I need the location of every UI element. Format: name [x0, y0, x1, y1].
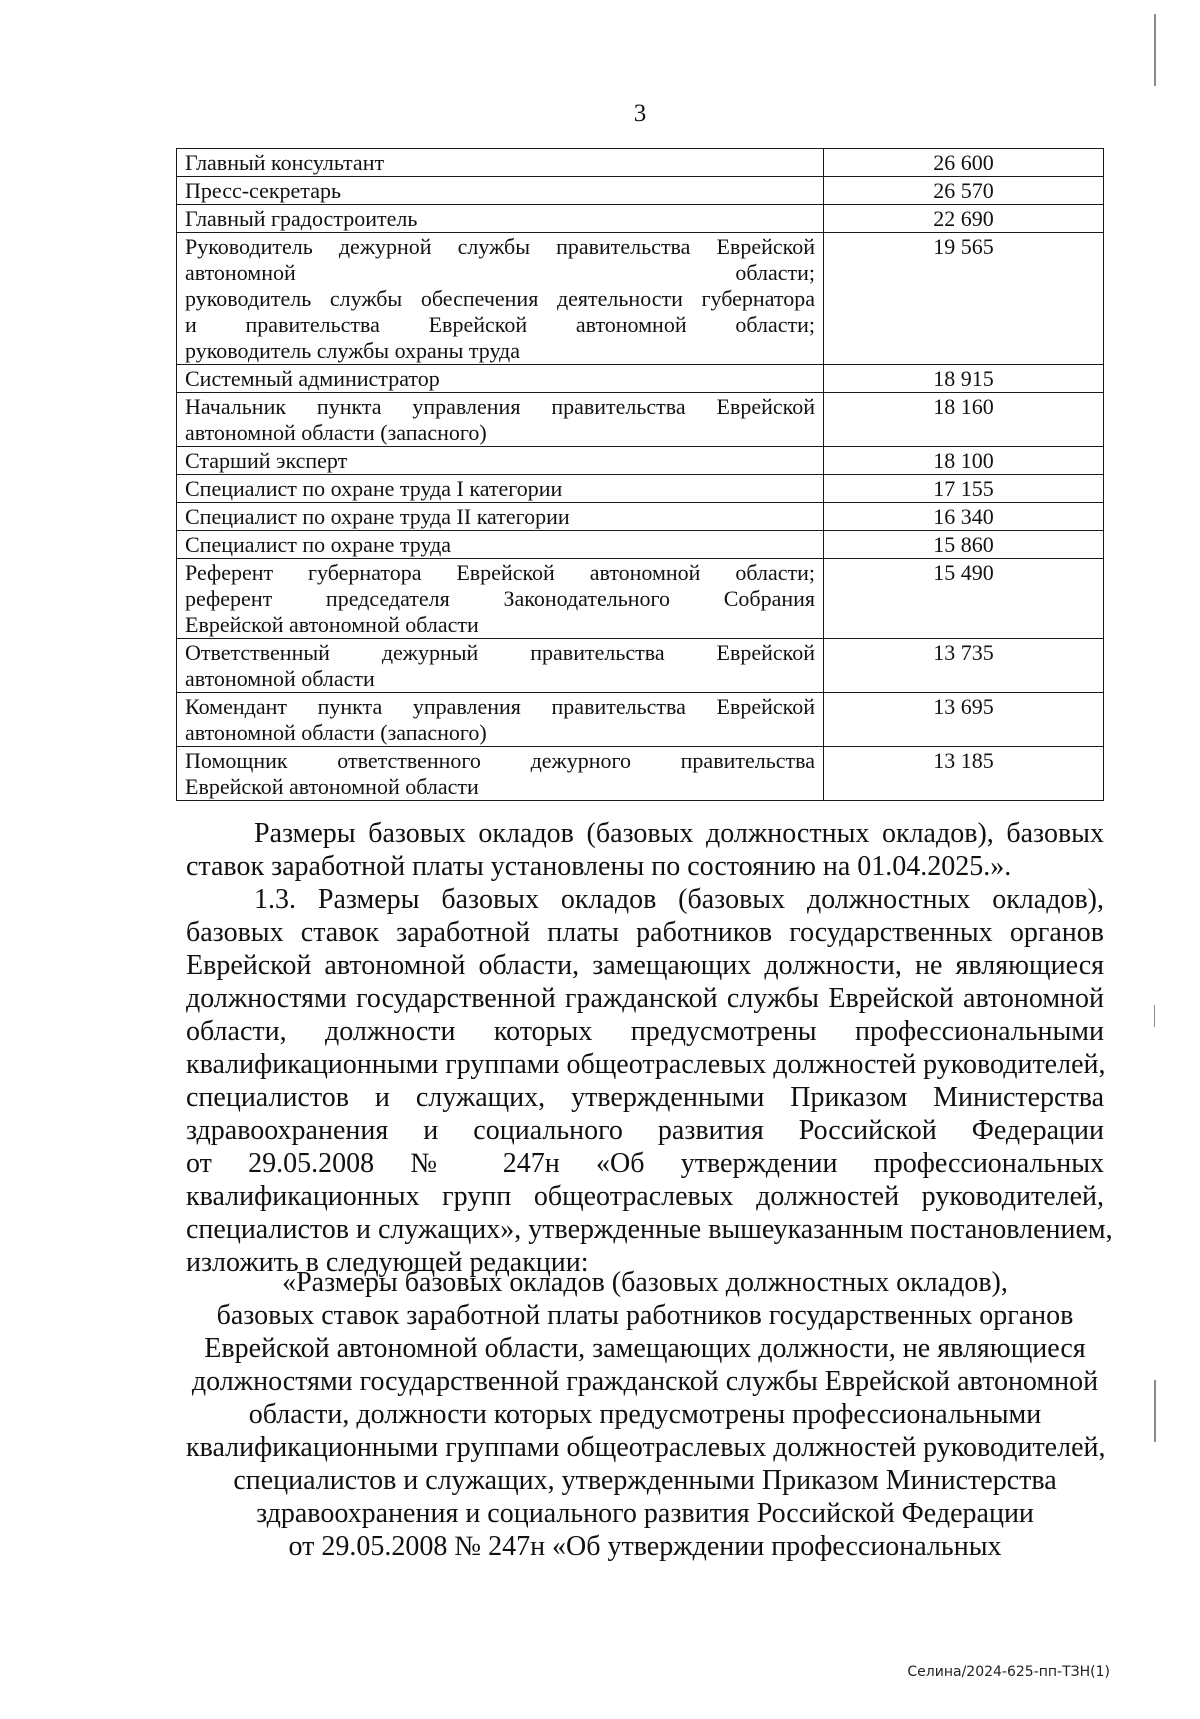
position-cell — [177, 365, 824, 393]
position-text: Главный консультант — [185, 150, 385, 175]
position-cell — [177, 639, 824, 693]
position-cell — [177, 503, 824, 531]
clause-1-3-paragraph — [186, 883, 1113, 1279]
position-text: Комендант пункта управления правительства Еврейской — [185, 694, 815, 719]
salary-cell: 26 600 — [824, 149, 1104, 177]
salary-cell: 26 570 — [824, 177, 1104, 205]
heading-line: от 29.05.2008 № 247н «Об утверждении профессиональных — [288, 1531, 1002, 1562]
text-line: области, должности которых предусмотрены профессиональными — [186, 1016, 1104, 1047]
text-line: Размеры базовых окладов (базовых должностных окладов), базовых — [254, 818, 1104, 849]
position-cell — [177, 475, 824, 503]
position-text: автономной области — [185, 666, 375, 691]
text-line: изложить в следующей редакции: — [186, 1247, 589, 1278]
scan-artifact-line — [1154, 1380, 1156, 1442]
salary-cell: 18 100 — [824, 447, 1104, 475]
document-code: Селина/2024-625-пп-ТЗН(1) — [907, 1664, 1110, 1680]
page-number: 3 — [633, 100, 647, 127]
table-row — [177, 149, 1104, 177]
table-row — [177, 693, 1104, 747]
position-text: Референт губернатора Еврейской автономной области; — [185, 560, 815, 585]
position-cell — [177, 531, 824, 559]
text-line: специалистов и служащих, утвержденными Приказом Министерства — [186, 1082, 1104, 1113]
position-text: Помощник ответственного дежурного правительства — [185, 748, 815, 773]
salary-cell: 19 565 — [824, 233, 1104, 365]
heading-line: области, должности которых предусмотрены профессиональными — [248, 1399, 1042, 1430]
heading-line: «Размеры базовых окладов (базовых должностных окладов), — [282, 1267, 1008, 1298]
heading-line: базовых ставок заработной платы работников государственных органов — [216, 1300, 1074, 1331]
text-line: квалификационных групп общеотраслевых должностей руководителей, — [186, 1181, 1104, 1212]
table-row — [177, 365, 1104, 393]
table-row — [177, 233, 1104, 365]
position-text: и правительства Еврейской автономной области; — [185, 312, 815, 337]
heading-line: Еврейской автономной области, замещающих должности, не являющиеся — [204, 1333, 1086, 1364]
heading-line: должностями государственной гражданской службы Еврейской автономной — [191, 1366, 1099, 1397]
scan-artifact-line — [1154, 1005, 1155, 1027]
position-text: руководитель службы охраны труда — [185, 338, 521, 363]
heading-line: здравоохранения и социального развития Российской Федерации — [256, 1498, 1034, 1529]
salary-cell: 17 155 — [824, 475, 1104, 503]
position-text: Системный администратор — [185, 366, 440, 391]
table-row — [177, 393, 1104, 447]
position-text: Ответственный дежурный правительства Еврейской — [185, 640, 815, 665]
salary-cell: 15 490 — [824, 559, 1104, 639]
salary-cell: 22 690 — [824, 205, 1104, 233]
position-text: Пресс-секретарь — [185, 178, 341, 203]
salary-cell: 18 160 — [824, 393, 1104, 447]
position-cell — [177, 205, 824, 233]
position-text: автономной области; — [185, 260, 815, 285]
position-cell — [177, 393, 824, 447]
table-row — [177, 747, 1104, 801]
table-row — [177, 531, 1104, 559]
position-text: референт председателя Законодательного Собрания — [185, 586, 815, 611]
position-cell — [177, 559, 824, 639]
text-line: Еврейской автономной области, замещающих должности, не являющиеся — [186, 950, 1104, 981]
scan-artifact-line — [1154, 14, 1156, 86]
table-row — [177, 177, 1104, 205]
position-text: автономной области (запасного) — [185, 720, 487, 745]
salary-table — [176, 148, 1104, 801]
position-cell — [177, 747, 824, 801]
position-text: Еврейской автономной области — [185, 774, 479, 799]
position-text: Старший эксперт — [185, 448, 348, 473]
table-row — [177, 503, 1104, 531]
heading-line: специалистов и служащих, утвержденными Приказом Министерства — [233, 1465, 1057, 1496]
text-line: ставок заработной платы установлены по состоянию на 01.04.2025.». — [186, 851, 1012, 882]
text-line: должностями государственной гражданской службы Еврейской автономной — [186, 983, 1104, 1014]
table-row — [177, 447, 1104, 475]
position-text: Начальник пункта управления правительства Еврейской — [185, 394, 815, 419]
position-cell — [177, 693, 824, 747]
text-line: специалистов и служащих», утвержденные вышеуказанным постановлением, — [186, 1214, 1113, 1245]
position-text: Руководитель дежурной службы правительства Еврейской — [185, 234, 815, 259]
table-row — [177, 639, 1104, 693]
position-cell — [177, 447, 824, 475]
salary-cell: 13 185 — [824, 747, 1104, 801]
position-text: Еврейской автономной области — [185, 612, 479, 637]
new-heading-paragraph — [186, 1266, 1104, 1563]
text-line: базовых ставок заработной платы работников государственных органов — [186, 917, 1104, 948]
position-text: руководитель службы обеспечения деятельности губернатора — [185, 286, 815, 311]
salary-cell: 18 915 — [824, 365, 1104, 393]
salary-cell: 13 735 — [824, 639, 1104, 693]
salary-cell: 15 860 — [824, 531, 1104, 559]
closing-note-paragraph — [186, 817, 1104, 883]
position-text: Специалист по охране труда I категории — [185, 476, 563, 501]
text-line: от 29.05.2008 № 247н «Об утверждении профессиональных — [186, 1148, 1104, 1179]
salary-cell: 16 340 — [824, 503, 1104, 531]
position-cell — [177, 149, 824, 177]
text-line: 1.3. Размеры базовых окладов (базовых должностных окладов), — [254, 884, 1104, 915]
text-line: квалификационными группами общеотраслевых должностей руководителей, — [186, 1049, 1106, 1080]
position-text: Специалист по охране труда — [185, 532, 452, 557]
heading-line: квалификационными группами общеотраслевых должностей руководителей, — [186, 1432, 1106, 1463]
position-cell — [177, 233, 824, 365]
table-row — [177, 205, 1104, 233]
position-text: Специалист по охране труда II категории — [185, 504, 570, 529]
salary-cell: 13 695 — [824, 693, 1104, 747]
table-row — [177, 475, 1104, 503]
position-text: Главный градостроитель — [185, 206, 418, 231]
table-row — [177, 559, 1104, 639]
text-line: здравоохранения и социального развития Российской Федерации — [186, 1115, 1104, 1146]
position-text: автономной области (запасного) — [185, 420, 487, 445]
position-cell — [177, 177, 824, 205]
salary-table-body — [177, 149, 1104, 801]
